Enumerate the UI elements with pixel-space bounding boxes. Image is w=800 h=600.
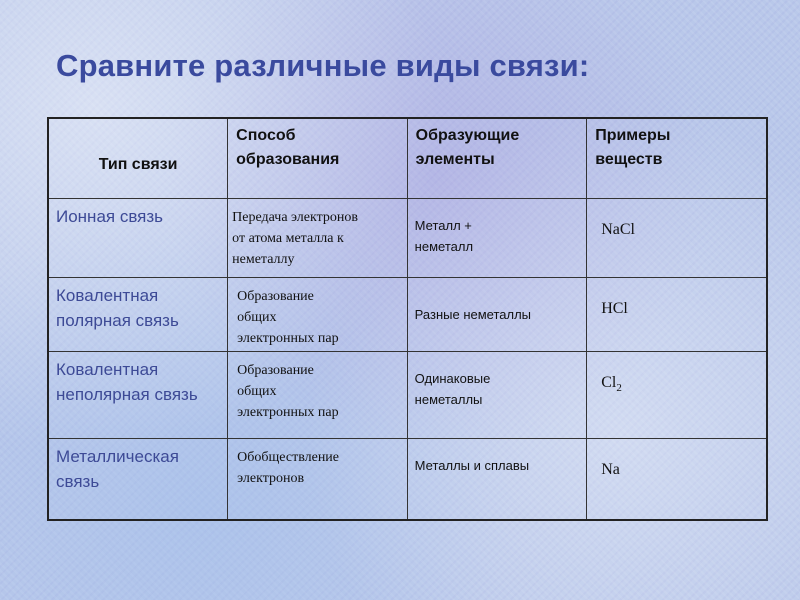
cell-elements [407, 198, 587, 277]
elements-text: Металл + неметалл [414, 217, 474, 254]
example-formula [587, 352, 766, 399]
cell-elements [407, 277, 587, 351]
header-cell-examples [587, 118, 767, 198]
example-formula [587, 278, 766, 325]
elements-text: Разные неметаллы [414, 306, 532, 322]
table-row-covalent-nonpolar [48, 351, 767, 438]
method-text: Передача электронов от атома металла к неметаллу [232, 209, 359, 267]
slide-title: Сравните различные виды связи: [56, 48, 590, 83]
cell-example [587, 198, 767, 277]
header-elements-label: Образующие элементы [415, 127, 520, 168]
formula-text: Cl [601, 373, 617, 391]
header-cell-type [48, 118, 228, 198]
bond-type-label: Ионная связь [56, 206, 164, 226]
bond-type-label: Металлическая связь [56, 446, 179, 491]
cell-elements [407, 438, 587, 520]
cell-method [228, 198, 408, 277]
header-method-label: Способ образования [236, 127, 340, 168]
cell-example [587, 277, 767, 351]
formula-text: Na [601, 460, 620, 478]
header-cell-elements [407, 118, 587, 198]
table-header-row [48, 118, 767, 198]
method-text: Образование общих электронных пар [237, 288, 339, 346]
cell-elements [407, 351, 587, 438]
bond-type-label: Ковалентная неполярная связь [56, 359, 198, 404]
bond-type-label: Ковалентная полярная связь [56, 285, 179, 330]
cell-method [228, 351, 408, 438]
header-examples-label: Примеры веществ [595, 127, 671, 168]
table-row-covalent-polar [48, 277, 767, 351]
cell-method [228, 438, 408, 520]
bond-comparison-table [47, 117, 768, 521]
cell-example [587, 438, 767, 520]
cell-example [587, 351, 767, 438]
formula-subscript: 2 [616, 381, 622, 394]
elements-text: Одинаковые неметаллы [414, 370, 491, 407]
table-row-metallic [48, 438, 767, 520]
formula-text: HCl [601, 299, 628, 317]
cell-type [48, 351, 228, 438]
cell-type [48, 277, 228, 351]
example-formula [587, 199, 766, 246]
cell-type [48, 198, 228, 277]
method-text: Образование общих электронных пар [237, 362, 339, 420]
example-formula [587, 439, 766, 486]
cell-type [48, 438, 228, 520]
table-row-ionic [48, 198, 767, 277]
method-text: Обобществление электронов [237, 449, 340, 486]
header-cell-method [228, 118, 408, 198]
formula-text: NaCl [601, 220, 635, 238]
elements-text: Металлы и сплавы [414, 457, 530, 473]
cell-method [228, 277, 408, 351]
header-type-label: Тип связи [98, 156, 178, 173]
